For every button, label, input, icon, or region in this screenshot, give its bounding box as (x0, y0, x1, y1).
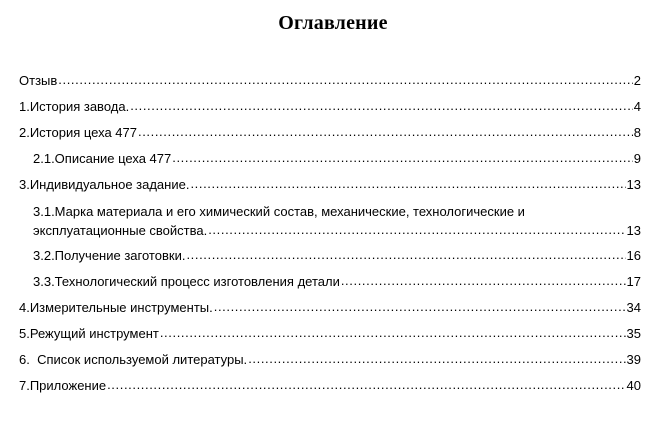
toc-entry-label: 2.История цеха 477 (19, 125, 137, 140)
dot-leader (208, 222, 625, 238)
toc-page-number: 34 (626, 300, 641, 315)
toc-entry-material (33, 223, 641, 239)
toc-page-number: 39 (626, 352, 641, 367)
toc-page-number: 40 (626, 378, 641, 393)
toc-page-number: 4 (633, 99, 641, 114)
toc-page-number: 13 (626, 223, 641, 238)
toc-page-number: 13 (626, 177, 641, 192)
toc-entry-label: 7.Приложение (19, 378, 107, 393)
toc-page-number: 8 (633, 125, 641, 140)
toc-entry-blank-production (33, 248, 641, 264)
toc-page-number: 35 (626, 326, 641, 341)
dot-leader (214, 299, 626, 315)
toc-entry-label: Отзыв (19, 73, 58, 88)
toc-entry-individual-task (19, 177, 641, 193)
toc-entry-review (19, 73, 641, 89)
toc-entry-label: 3.2.Получение заготовки. (33, 248, 186, 263)
dot-leader (107, 377, 625, 393)
dot-leader (138, 124, 633, 140)
page-title: Оглавление (278, 12, 388, 34)
toc-page-number: 16 (626, 248, 641, 263)
toc-entry-label: 1.История завода. (19, 99, 130, 114)
toc-entry-label: 3.3.Технологический процесс изготовления детали (33, 274, 340, 289)
dot-leader (341, 273, 626, 289)
toc-entry-label: эксплуатационные свойства. (33, 223, 208, 238)
toc-entry-label: 4.Измерительные инструменты. (19, 300, 213, 315)
toc-entry-material-label-line1: 3.1.Марка материала и его химический состав, механические, технологические и (33, 204, 525, 219)
toc-entry-technological-process (33, 274, 641, 290)
toc-entry-workshop-history (19, 125, 641, 141)
toc-page-number: 17 (626, 274, 641, 289)
toc-entry-appendix (19, 378, 641, 394)
toc-entry-cutting-tool (19, 326, 641, 342)
dot-leader (160, 325, 626, 341)
toc-entry-label: 2.1.Описание цеха 477 (33, 151, 172, 166)
toc-entry-label: 3.Индивидуальное задание. (19, 177, 190, 192)
toc-entry-label: 6. Список используемой литературы. (19, 352, 248, 367)
toc-entry-plant-history (19, 99, 641, 115)
toc-entry-workshop-description (33, 151, 641, 167)
toc-entry-measuring-tools (19, 300, 641, 316)
dot-leader (248, 351, 625, 367)
dot-leader (186, 247, 625, 263)
dot-leader (172, 150, 633, 166)
toc-entry-references (19, 352, 641, 368)
dot-leader (58, 72, 632, 88)
toc-page-number: 9 (633, 151, 641, 166)
dot-leader (130, 98, 633, 114)
toc-entry-label: 5.Режущий инструмент (19, 326, 159, 341)
toc-page-number: 2 (633, 73, 641, 88)
dot-leader (190, 176, 625, 192)
